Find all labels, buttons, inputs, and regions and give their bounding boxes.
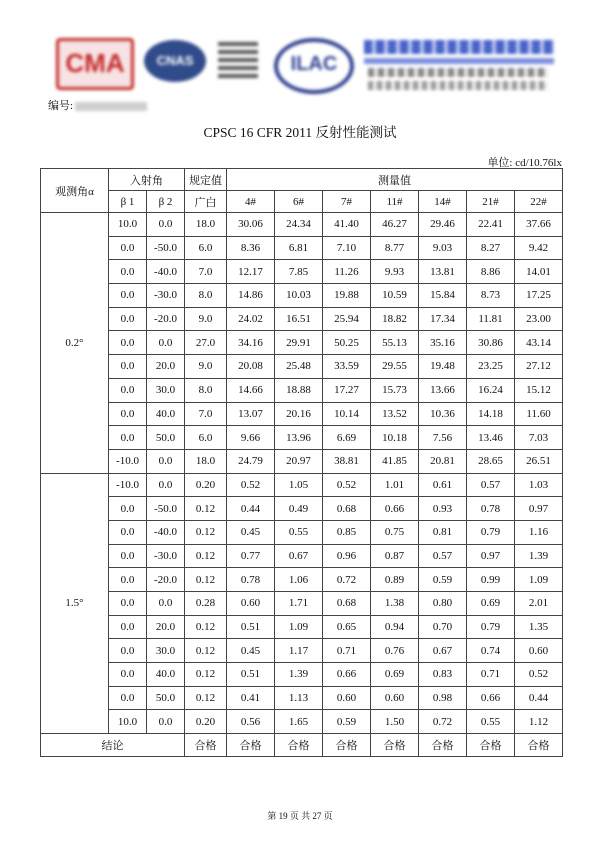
- measured-value-cell: 1.71: [275, 592, 323, 616]
- beta1-cell: 0.0: [109, 544, 147, 568]
- measured-value-cell: 1.12: [515, 710, 563, 734]
- spec-cell: 0.20: [185, 710, 227, 734]
- beta2-cell: 0.0: [147, 449, 185, 473]
- table-row: [41, 473, 563, 497]
- measured-value-cell: 6.81: [275, 236, 323, 260]
- measured-value-cell: 11.60: [515, 402, 563, 426]
- table-row: [41, 663, 563, 687]
- measured-value-cell: 0.75: [371, 520, 419, 544]
- beta2-cell: 20.0: [147, 355, 185, 379]
- table-row: [41, 378, 563, 402]
- header-spec-value: 规定值: [185, 169, 227, 191]
- beta1-cell: 0.0: [109, 236, 147, 260]
- retroreflection-table: [40, 168, 563, 757]
- header-row-1: [41, 169, 563, 191]
- measured-value-cell: 7.03: [515, 426, 563, 450]
- organization-name-underline: [364, 58, 554, 64]
- observation-angle-cell: 0.2°: [41, 213, 109, 474]
- measured-value-cell: 18.88: [275, 378, 323, 402]
- beta2-cell: -20.0: [147, 307, 185, 331]
- measured-value-cell: 0.52: [515, 663, 563, 687]
- measured-value-cell: 12.17: [227, 260, 275, 284]
- measured-value-cell: 24.79: [227, 449, 275, 473]
- measured-value-cell: 25.94: [323, 307, 371, 331]
- measured-value-cell: 0.83: [419, 663, 467, 687]
- measured-value-cell: 0.55: [467, 710, 515, 734]
- beta2-cell: -30.0: [147, 544, 185, 568]
- beta1-cell: 0.0: [109, 497, 147, 521]
- spec-cell: 0.12: [185, 663, 227, 687]
- beta1-cell: 0.0: [109, 331, 147, 355]
- spec-cell: 7.0: [185, 260, 227, 284]
- measured-value-cell: 0.74: [467, 639, 515, 663]
- beta1-cell: 0.0: [109, 639, 147, 663]
- table-row: [41, 426, 563, 450]
- measured-value-cell: 43.14: [515, 331, 563, 355]
- measured-value-cell: 10.59: [371, 284, 419, 308]
- beta2-cell: -20.0: [147, 568, 185, 592]
- table-row: [41, 236, 563, 260]
- measured-value-cell: 10.18: [371, 426, 419, 450]
- organization-name-line: [364, 40, 554, 54]
- header-row-2: [41, 191, 563, 213]
- measured-value-cell: 41.40: [323, 213, 371, 237]
- spec-cell: 9.0: [185, 355, 227, 379]
- beta2-cell: -50.0: [147, 236, 185, 260]
- beta2-cell: 30.0: [147, 639, 185, 663]
- page-footer: 第 19 页 共 27 页: [267, 811, 333, 821]
- measured-value-cell: 0.96: [323, 544, 371, 568]
- measured-value-cell: 0.69: [371, 663, 419, 687]
- measured-value-cell: 0.52: [227, 473, 275, 497]
- table-row: [41, 355, 563, 379]
- measured-value-cell: 0.41: [227, 686, 275, 710]
- measured-value-cell: 1.35: [515, 615, 563, 639]
- table-row: [41, 639, 563, 663]
- measured-value-cell: 8.27: [467, 236, 515, 260]
- measured-value-cell: 9.42: [515, 236, 563, 260]
- measured-value-cell: 0.93: [419, 497, 467, 521]
- beta2-cell: 0.0: [147, 331, 185, 355]
- conclusion-cell: 合格: [515, 734, 563, 757]
- table-row: [41, 449, 563, 473]
- beta2-cell: 0.0: [147, 473, 185, 497]
- measured-value-cell: 0.51: [227, 663, 275, 687]
- measured-value-cell: 23.00: [515, 307, 563, 331]
- header-sample: 22#: [515, 191, 563, 213]
- cma-logo: CMA: [56, 38, 134, 90]
- measured-value-cell: 0.68: [323, 592, 371, 616]
- beta2-cell: 50.0: [147, 686, 185, 710]
- measured-value-cell: 0.59: [419, 568, 467, 592]
- conclusion-cell: 合格: [467, 734, 515, 757]
- measured-value-cell: 13.07: [227, 402, 275, 426]
- measured-value-cell: 0.78: [227, 568, 275, 592]
- measured-value-cell: 29.55: [371, 355, 419, 379]
- measured-value-cell: 24.02: [227, 307, 275, 331]
- measured-value-cell: 0.76: [371, 639, 419, 663]
- measured-value-cell: 0.67: [275, 544, 323, 568]
- table-row: [41, 260, 563, 284]
- measured-value-cell: 55.13: [371, 331, 419, 355]
- measured-value-cell: 0.99: [467, 568, 515, 592]
- measured-value-cell: 0.80: [419, 592, 467, 616]
- beta2-cell: -40.0: [147, 520, 185, 544]
- measured-value-cell: 0.44: [515, 686, 563, 710]
- measured-value-cell: 0.57: [467, 473, 515, 497]
- table-row: [41, 402, 563, 426]
- measured-value-cell: 0.65: [323, 615, 371, 639]
- measured-value-cell: 0.68: [323, 497, 371, 521]
- measured-value-cell: 19.48: [419, 355, 467, 379]
- measured-value-cell: 0.67: [419, 639, 467, 663]
- measured-value-cell: 14.18: [467, 402, 515, 426]
- table-row: [41, 686, 563, 710]
- measured-value-cell: 0.59: [323, 710, 371, 734]
- measured-value-cell: 0.79: [467, 520, 515, 544]
- measured-value-cell: 0.78: [467, 497, 515, 521]
- unit-label: 单位: cd/10.76lx: [487, 157, 562, 169]
- beta1-cell: 0.0: [109, 592, 147, 616]
- spec-cell: 0.12: [185, 686, 227, 710]
- measured-value-cell: 0.81: [419, 520, 467, 544]
- header-sample: 6#: [275, 191, 323, 213]
- measured-value-cell: 9.93: [371, 260, 419, 284]
- measured-value-cell: 0.77: [227, 544, 275, 568]
- beta2-cell: 0.0: [147, 710, 185, 734]
- beta1-cell: 0.0: [109, 426, 147, 450]
- conclusion-cell: 合格: [371, 734, 419, 757]
- measured-value-cell: 7.56: [419, 426, 467, 450]
- beta1-cell: 0.0: [109, 686, 147, 710]
- measured-value-cell: 7.10: [323, 236, 371, 260]
- header-sample: 14#: [419, 191, 467, 213]
- measured-value-cell: 0.52: [323, 473, 371, 497]
- table-row: [41, 520, 563, 544]
- table-row: [41, 544, 563, 568]
- measured-value-cell: 1.05: [275, 473, 323, 497]
- spec-cell: 27.0: [185, 331, 227, 355]
- measured-value-cell: 0.89: [371, 568, 419, 592]
- measured-value-cell: 0.97: [467, 544, 515, 568]
- header-measured-value: 测量值: [227, 169, 563, 191]
- beta2-cell: -40.0: [147, 260, 185, 284]
- measured-value-cell: 0.66: [323, 663, 371, 687]
- measured-value-cell: 22.41: [467, 213, 515, 237]
- measured-value-cell: 2.01: [515, 592, 563, 616]
- measured-value-cell: 0.71: [323, 639, 371, 663]
- measured-value-cell: 0.66: [467, 686, 515, 710]
- beta1-cell: 0.0: [109, 307, 147, 331]
- measured-value-cell: 13.52: [371, 402, 419, 426]
- spec-cell: 0.12: [185, 497, 227, 521]
- measured-value-cell: 46.27: [371, 213, 419, 237]
- measured-value-cell: 0.71: [467, 663, 515, 687]
- measured-value-cell: 37.66: [515, 213, 563, 237]
- measured-value-cell: 33.59: [323, 355, 371, 379]
- measured-value-cell: 26.51: [515, 449, 563, 473]
- measured-value-cell: 13.81: [419, 260, 467, 284]
- beta2-cell: 0.0: [147, 592, 185, 616]
- ilac-logo: ILAC: [274, 38, 354, 94]
- measured-value-cell: 30.06: [227, 213, 275, 237]
- beta2-cell: -30.0: [147, 284, 185, 308]
- beta2-cell: 50.0: [147, 426, 185, 450]
- measured-value-cell: 18.82: [371, 307, 419, 331]
- spec-cell: 8.0: [185, 378, 227, 402]
- measured-value-cell: 8.77: [371, 236, 419, 260]
- spec-cell: 0.12: [185, 639, 227, 663]
- measured-value-cell: 1.13: [275, 686, 323, 710]
- spec-cell: 8.0: [185, 284, 227, 308]
- measured-value-cell: 0.70: [419, 615, 467, 639]
- measured-value-cell: 20.08: [227, 355, 275, 379]
- table-row: [41, 592, 563, 616]
- measured-value-cell: 0.97: [515, 497, 563, 521]
- measured-value-cell: 20.16: [275, 402, 323, 426]
- observation-angle-cell: 1.5°: [41, 473, 109, 734]
- beta1-cell: -10.0: [109, 449, 147, 473]
- accreditation-number-block: [218, 42, 258, 80]
- measured-value-cell: 38.81: [323, 449, 371, 473]
- measured-value-cell: 41.85: [371, 449, 419, 473]
- measured-value-cell: 28.65: [467, 449, 515, 473]
- measured-value-cell: 29.46: [419, 213, 467, 237]
- spec-cell: 18.0: [185, 213, 227, 237]
- measured-value-cell: 20.81: [419, 449, 467, 473]
- table-row: [41, 497, 563, 521]
- measured-value-cell: 0.69: [467, 592, 515, 616]
- measured-value-cell: 14.66: [227, 378, 275, 402]
- beta2-cell: 40.0: [147, 663, 185, 687]
- beta1-cell: 0.0: [109, 355, 147, 379]
- beta1-cell: -10.0: [109, 473, 147, 497]
- measured-value-cell: 0.66: [371, 497, 419, 521]
- measured-value-cell: 0.55: [275, 520, 323, 544]
- measured-value-cell: 0.98: [419, 686, 467, 710]
- measured-value-cell: 30.86: [467, 331, 515, 355]
- header-incidence-angle: 入射角: [109, 169, 185, 191]
- measured-value-cell: 1.50: [371, 710, 419, 734]
- measured-value-cell: 13.66: [419, 378, 467, 402]
- measured-value-cell: 1.38: [371, 592, 419, 616]
- measured-value-cell: 1.09: [275, 615, 323, 639]
- measured-value-cell: 0.44: [227, 497, 275, 521]
- measured-value-cell: 0.72: [419, 710, 467, 734]
- measured-value-cell: 0.79: [467, 615, 515, 639]
- beta1-cell: 0.0: [109, 615, 147, 639]
- measured-value-cell: 1.09: [515, 568, 563, 592]
- measured-value-cell: 27.12: [515, 355, 563, 379]
- spec-cell: 0.20: [185, 473, 227, 497]
- header-beta2: β 2: [147, 191, 185, 213]
- header-sample: 7#: [323, 191, 371, 213]
- spec-cell: 18.0: [185, 449, 227, 473]
- measured-value-cell: 10.14: [323, 402, 371, 426]
- header-logos: [52, 34, 562, 92]
- spec-cell: 0.12: [185, 544, 227, 568]
- measured-value-cell: 0.60: [515, 639, 563, 663]
- measured-value-cell: 1.16: [515, 520, 563, 544]
- spec-cell: 9.0: [185, 307, 227, 331]
- measured-value-cell: 24.34: [275, 213, 323, 237]
- measured-value-cell: 11.81: [467, 307, 515, 331]
- measured-value-cell: 0.94: [371, 615, 419, 639]
- beta1-cell: 0.0: [109, 378, 147, 402]
- report-number-value-redacted: [75, 102, 147, 111]
- measured-value-cell: 1.17: [275, 639, 323, 663]
- beta2-cell: 30.0: [147, 378, 185, 402]
- measured-value-cell: 8.73: [467, 284, 515, 308]
- measured-value-cell: 50.25: [323, 331, 371, 355]
- measured-value-cell: 1.03: [515, 473, 563, 497]
- measured-value-cell: 8.36: [227, 236, 275, 260]
- measured-value-cell: 10.03: [275, 284, 323, 308]
- measured-value-cell: 14.86: [227, 284, 275, 308]
- table-row: [41, 307, 563, 331]
- report-number: [48, 97, 147, 113]
- measured-value-cell: 0.72: [323, 568, 371, 592]
- measured-value-cell: 0.51: [227, 615, 275, 639]
- beta1-cell: 0.0: [109, 284, 147, 308]
- page-title: CPSC 16 CFR 2011 反射性能测试: [203, 125, 397, 140]
- header-spec-wide-white: 广白: [185, 191, 227, 213]
- table-row: [41, 710, 563, 734]
- measured-value-cell: 7.85: [275, 260, 323, 284]
- table-row: [41, 615, 563, 639]
- beta1-cell: 10.0: [109, 213, 147, 237]
- table-row: [41, 568, 563, 592]
- measured-value-cell: 1.06: [275, 568, 323, 592]
- measured-value-cell: 15.84: [419, 284, 467, 308]
- measured-value-cell: 15.12: [515, 378, 563, 402]
- measured-value-cell: 0.57: [419, 544, 467, 568]
- conclusion-cell: 合格: [227, 734, 275, 757]
- spec-cell: 0.28: [185, 592, 227, 616]
- measured-value-cell: 17.27: [323, 378, 371, 402]
- measured-value-cell: 0.87: [371, 544, 419, 568]
- measured-value-cell: 16.51: [275, 307, 323, 331]
- measured-value-cell: 34.16: [227, 331, 275, 355]
- measured-value-cell: 1.01: [371, 473, 419, 497]
- measured-value-cell: 14.01: [515, 260, 563, 284]
- conclusion-cell: 合格: [419, 734, 467, 757]
- measured-value-cell: 0.61: [419, 473, 467, 497]
- beta1-cell: 0.0: [109, 402, 147, 426]
- beta2-cell: 0.0: [147, 213, 185, 237]
- measured-value-cell: 35.16: [419, 331, 467, 355]
- table-row: [41, 331, 563, 355]
- measured-value-cell: 11.26: [323, 260, 371, 284]
- measured-value-cell: 19.88: [323, 284, 371, 308]
- measured-value-cell: 1.39: [275, 663, 323, 687]
- measured-value-cell: 20.97: [275, 449, 323, 473]
- measured-value-cell: 0.45: [227, 639, 275, 663]
- measured-value-cell: 25.48: [275, 355, 323, 379]
- header-beta1: β 1: [109, 191, 147, 213]
- beta1-cell: 0.0: [109, 260, 147, 284]
- spec-cell: 0.12: [185, 615, 227, 639]
- measured-value-cell: 17.25: [515, 284, 563, 308]
- measured-value-cell: 0.45: [227, 520, 275, 544]
- beta1-cell: 10.0: [109, 710, 147, 734]
- conclusion-cell: 合格: [323, 734, 371, 757]
- measured-value-cell: 0.49: [275, 497, 323, 521]
- measured-value-cell: 8.86: [467, 260, 515, 284]
- header-sample: 4#: [227, 191, 275, 213]
- measured-value-cell: 17.34: [419, 307, 467, 331]
- measured-value-cell: 0.60: [371, 686, 419, 710]
- spec-cell: 7.0: [185, 402, 227, 426]
- beta2-cell: 20.0: [147, 615, 185, 639]
- beta1-cell: 0.0: [109, 663, 147, 687]
- measured-value-cell: 1.39: [515, 544, 563, 568]
- table-row: [41, 284, 563, 308]
- spec-cell: 0.12: [185, 520, 227, 544]
- measured-value-cell: 23.25: [467, 355, 515, 379]
- organization-name-english: [368, 68, 548, 77]
- measured-value-cell: 10.36: [419, 402, 467, 426]
- conclusion-cell: 合格: [275, 734, 323, 757]
- measured-value-cell: 13.46: [467, 426, 515, 450]
- measured-value-cell: 6.69: [323, 426, 371, 450]
- measured-value-cell: 9.03: [419, 236, 467, 260]
- measured-value-cell: 29.91: [275, 331, 323, 355]
- conclusion-row: [41, 734, 563, 757]
- conclusion-label: 结论: [41, 734, 185, 757]
- beta2-cell: -50.0: [147, 497, 185, 521]
- measured-value-cell: 0.60: [323, 686, 371, 710]
- header-observation-angle: 观测角α: [41, 169, 109, 213]
- measured-value-cell: 1.65: [275, 710, 323, 734]
- header-sample: 21#: [467, 191, 515, 213]
- beta2-cell: 40.0: [147, 402, 185, 426]
- organization-address: [368, 81, 548, 90]
- measured-value-cell: 0.85: [323, 520, 371, 544]
- cnas-logo: CNAS: [144, 40, 206, 82]
- measured-value-cell: 13.96: [275, 426, 323, 450]
- beta1-cell: 0.0: [109, 568, 147, 592]
- measured-value-cell: 15.73: [371, 378, 419, 402]
- measured-value-cell: 0.56: [227, 710, 275, 734]
- conclusion-cell: 合格: [185, 734, 227, 757]
- table-row: [41, 213, 563, 237]
- spec-cell: 6.0: [185, 236, 227, 260]
- report-number-label: 编号:: [48, 100, 74, 112]
- spec-cell: 0.12: [185, 568, 227, 592]
- measured-value-cell: 9.66: [227, 426, 275, 450]
- spec-cell: 6.0: [185, 426, 227, 450]
- table-body: [41, 169, 563, 757]
- header-sample: 11#: [371, 191, 419, 213]
- beta1-cell: 0.0: [109, 520, 147, 544]
- measured-value-cell: 0.60: [227, 592, 275, 616]
- measured-value-cell: 16.24: [467, 378, 515, 402]
